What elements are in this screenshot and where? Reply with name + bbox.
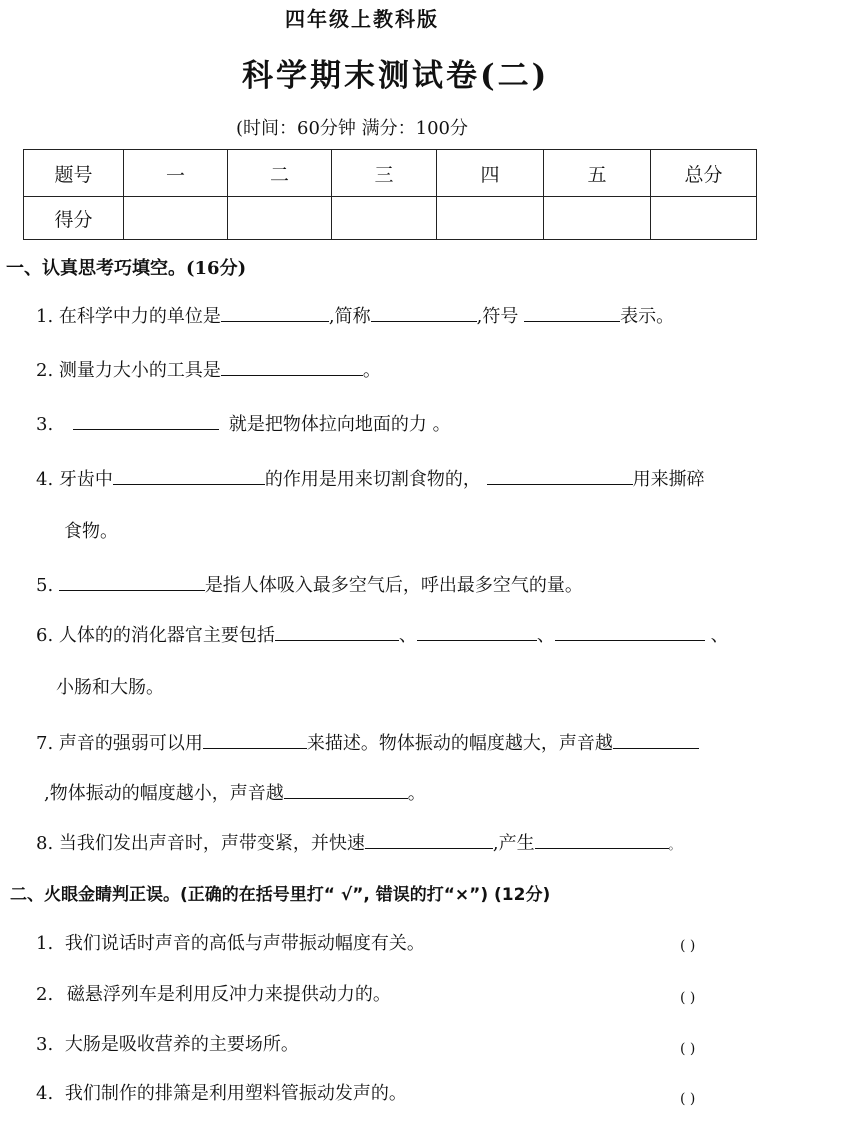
- answer-blank[interactable]: [203, 730, 307, 749]
- question-text: 来描述。物体振动的幅度越大，声音越: [306, 733, 613, 754]
- score-row-label: 得分: [24, 197, 124, 240]
- answer-blank[interactable]: [284, 780, 408, 799]
- question-text: 、: [398, 625, 417, 646]
- exam-meta: (时间：60分钟 满分：100分: [236, 118, 469, 139]
- page-title: 科学期末测试卷(二): [242, 58, 550, 94]
- question-5: [36, 571, 583, 597]
- question-6-continuation: 小肠和大肠。: [56, 677, 164, 698]
- score-header-cell: 四: [437, 150, 544, 197]
- score-input-cell[interactable]: [650, 197, 756, 240]
- question-number: 5.: [36, 575, 54, 596]
- answer-blank[interactable]: [613, 730, 699, 749]
- question-1: [36, 302, 674, 328]
- score-header-cell: 一: [124, 150, 228, 197]
- judge-item-3: [36, 1030, 299, 1056]
- question-text: 。: [668, 838, 681, 852]
- answer-blank[interactable]: [221, 357, 363, 376]
- section2-heading: 二、火眼金睛判正误。(正确的在括号里打“ √”, 错误的打“×”) (12分): [10, 885, 551, 905]
- question-number: 1.: [36, 306, 54, 327]
- question-number: 1.: [36, 933, 54, 954]
- score-header-cell: 二: [228, 150, 332, 197]
- question-text: 人体的的消化器官主要包括: [58, 625, 275, 646]
- answer-blank[interactable]: [221, 303, 329, 322]
- answer-blank[interactable]: [365, 830, 493, 849]
- question-8: [36, 829, 681, 855]
- answer-blank[interactable]: [535, 830, 669, 849]
- answer-blank[interactable]: [524, 303, 620, 322]
- answer-paren[interactable]: ( ): [680, 1041, 696, 1057]
- question-text: 我们制作的排箫是利用塑料管振动发声的。: [64, 1083, 407, 1104]
- question-text: 。: [362, 360, 381, 381]
- question-text: 当我们发出声音时，声带变紧，并快速: [58, 833, 365, 854]
- score-table: [23, 149, 757, 240]
- score-header-cell: 三: [332, 150, 437, 197]
- question-text: 在科学中力的单位是: [58, 306, 221, 327]
- judge-item-4: [36, 1079, 407, 1105]
- answer-paren[interactable]: ( ): [680, 990, 696, 1006]
- question-number: 3.: [36, 414, 54, 435]
- question-6: [36, 621, 729, 647]
- question-text: 的作用是用来切割食物的，: [264, 469, 481, 490]
- question-number: 4.: [36, 1083, 54, 1104]
- answer-blank[interactable]: [275, 622, 399, 641]
- answer-blank[interactable]: [555, 622, 705, 641]
- answer-paren[interactable]: ( ): [680, 938, 696, 954]
- question-number: 6.: [36, 625, 54, 646]
- question-number: 3.: [36, 1034, 54, 1055]
- question-2: [36, 356, 381, 382]
- question-text: 表示。: [620, 306, 675, 327]
- question-text: ,产生: [492, 833, 535, 854]
- score-input-cell[interactable]: [228, 197, 332, 240]
- answer-blank[interactable]: [371, 303, 477, 322]
- answer-blank[interactable]: [113, 466, 265, 485]
- score-input-cell[interactable]: [332, 197, 437, 240]
- question-text: 大肠是吸收营养的主要场所。: [64, 1034, 299, 1055]
- question-text: 、: [710, 625, 729, 646]
- question-3: [36, 410, 451, 436]
- question-number: 2.: [36, 360, 54, 381]
- answer-paren[interactable]: ( ): [680, 1091, 696, 1107]
- question-7: [36, 729, 699, 755]
- question-text: 、: [536, 625, 555, 646]
- question-text: 。: [407, 783, 426, 804]
- question-text: 是指人体吸入最多空气后，呼出最多空气的量。: [204, 575, 583, 596]
- question-number: 7.: [36, 733, 54, 754]
- question-number: 4.: [36, 469, 54, 490]
- question-text: ,物体振动的幅度越小，声音越: [44, 783, 284, 804]
- question-4: [36, 465, 705, 491]
- question-number: 2.: [36, 984, 54, 1005]
- question-text: ,符号: [476, 306, 519, 327]
- question-text: ,简称: [328, 306, 371, 327]
- question-7-continuation: [44, 779, 426, 805]
- answer-blank[interactable]: [487, 466, 633, 485]
- score-header-cell: 五: [544, 150, 651, 197]
- question-text: 用来撕碎: [632, 469, 705, 490]
- section1-heading: 一、认真思考巧填空。(16分): [6, 258, 247, 279]
- question-4-continuation: 食物。: [64, 521, 118, 542]
- score-input-cell[interactable]: [437, 197, 544, 240]
- answer-blank[interactable]: [59, 572, 205, 591]
- question-text: 牙齿中: [58, 469, 113, 490]
- answer-blank[interactable]: [73, 411, 219, 430]
- score-header-cell: 题号: [24, 150, 124, 197]
- grade-label: 四年级上教科版: [285, 7, 439, 31]
- question-text: 就是把物体拉向地面的力 。: [228, 414, 451, 435]
- question-number: 8.: [36, 833, 54, 854]
- question-text: 声音的强弱可以用: [58, 733, 203, 754]
- score-input-cell[interactable]: [544, 197, 651, 240]
- question-text: 我们说话时声音的高低与声带振动幅度有关。: [64, 933, 425, 954]
- score-header-cell: 总分: [650, 150, 756, 197]
- answer-blank[interactable]: [417, 622, 537, 641]
- judge-item-2: [36, 980, 391, 1006]
- score-input-cell[interactable]: [124, 197, 228, 240]
- judge-item-1: [36, 929, 425, 955]
- question-text: 磁悬浮列车是利用反冲力来提供动力的。: [66, 984, 391, 1005]
- question-text: 测量力大小的工具是: [58, 360, 221, 381]
